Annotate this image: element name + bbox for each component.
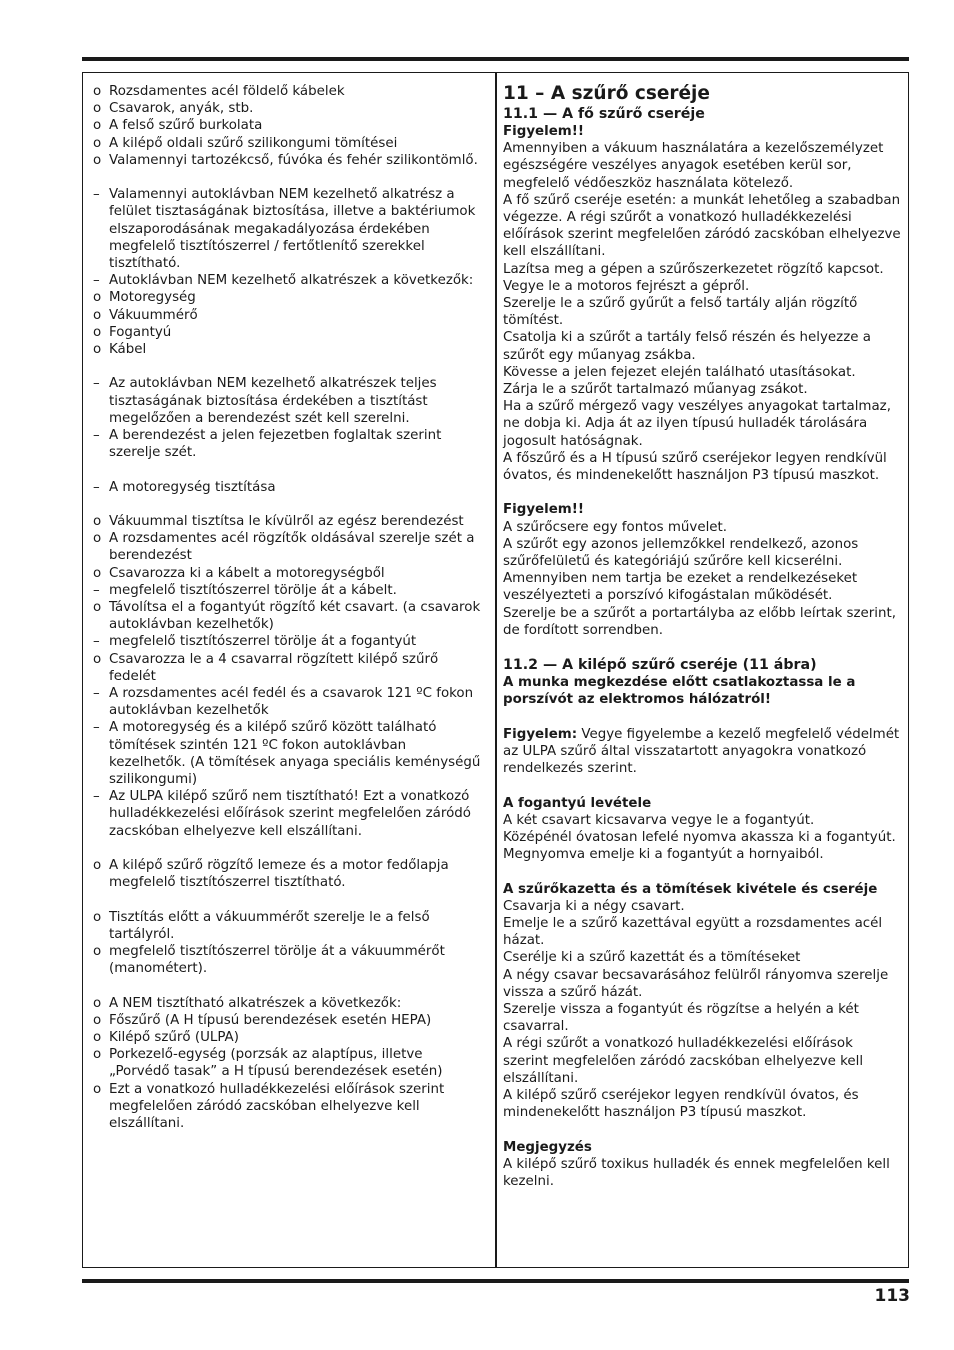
dash-marker: – (93, 686, 100, 702)
page-number: 113 (874, 1286, 910, 1306)
spacer (91, 461, 486, 478)
bottom-rule (82, 1279, 909, 1283)
list-item (91, 530, 486, 564)
list-item (91, 307, 486, 324)
list-item (91, 272, 486, 289)
list-item (91, 788, 486, 840)
list-item-text: A NEM tisztítható alkatrészek a következők: (109, 995, 402, 1011)
list-item-text: Ezt a vonatkozó hulladékkezelési előírások szerint megfelelően záródó zacskóban elhelyezve kell elszállítani. (109, 1081, 445, 1132)
paragraph: A főszűrő és a H típusú szűrő cseréjekor legyen rendkívül óvatos, és mindenekelőtt használjon P3 típusú maszkot. (503, 450, 887, 484)
left-column (91, 83, 486, 1132)
paragraph: A szűrőt egy azonos jellemzőkkel rendelkező, azonos szűrőfelületű és kategóriájú szűrőre kell kicserélni. (503, 536, 859, 570)
disconnect-notice: A munka megkezdése előtt csatlakoztassa le a porszívót az elektromos hálózatról! (503, 675, 856, 708)
bullet-marker: o (93, 101, 102, 117)
subheading: Megjegyzés (503, 1139, 592, 1155)
paragraph: A két csavart kicsavarva vegye le a fogantyút. (503, 812, 815, 828)
list-item (91, 633, 486, 650)
list-item (91, 479, 486, 496)
warning-label: Figyelem: (503, 726, 578, 742)
dash-marker: – (93, 187, 100, 203)
paragraph: A négy csavar becsavarásához felülről rányomva szerelje vissza a szűrő házát. (503, 967, 889, 1000)
list-item-text: Valamennyi tartozékcső, fúvóka és fehér szilikontömlő. (109, 152, 478, 168)
list-item (91, 83, 486, 100)
list-item-text: Valamennyi autoklávban NEM kezelhető alkatrész a felület tisztaságának biztosítása, illetve a baktériumok elszaporodásának megakadályozása érdekében megfelelő tisztítószerrel / fertőtlenítő szerekkel tisztítható. (109, 187, 476, 272)
dash-marker: – (93, 479, 100, 495)
dash-marker: – (93, 720, 100, 736)
list-item-text: A kilépő oldali szűrő szilikongumi tömítései (109, 135, 398, 151)
warning-text: Vegye figyelembe a kezelő megfelelő védelmét az ULPA szűrő által visszatartott anyagokra vonatkozó rendelkezés szerint. (503, 726, 900, 777)
list-item-text: A motoregység és a kilépő szűrő között található tömítések szintén 121 ºC fokon autoklávban kezelhetők. (A tömítések anyaga speciális keménységű szilikongumi) (109, 720, 481, 788)
list-item (91, 427, 486, 461)
list-item (91, 186, 486, 272)
list-item-text: Csavarozza le a 4 csavarral rögzített kilépő szűrő fedelét (109, 651, 439, 684)
list-item (91, 651, 486, 685)
paragraph: A kilépő szűrő toxikus hulladék és ennek megfelelően kell kezelni. (503, 1156, 890, 1190)
list-item (91, 995, 486, 1012)
bullet-marker: o (93, 600, 102, 616)
bullet-marker: o (93, 118, 102, 134)
list-item (91, 324, 486, 341)
list-item-text: megfelelő tisztítószerrel törölje át a vákuummérőt (manométert). (109, 944, 445, 977)
paragraph: A fő szűrő cseréje esetén: a munkát lehetőleg a szabadban végezze. A régi szűrőt a vonatkozó hulladékkezelési előírások szerint megfelelően záródó zacskóban elhelyezve kell elszállítani. (503, 192, 901, 260)
dash-marker: – (93, 376, 100, 392)
list-item-text: Kilépő szűrő (ULPA) (109, 1030, 239, 1046)
paragraph: Megnyomva emelje ki a fogantyút a hornyaiból. (503, 847, 824, 863)
spacer (91, 358, 486, 375)
list-item (91, 100, 486, 117)
bullet-marker: o (93, 858, 102, 874)
paragraph: A régi szűrőt a vonatkozó hulladékkezelési előírások szerint megfelelően záródó zacskóban elhelyezve kell elszállítani. (503, 1036, 864, 1086)
list-item-text: Fogantyú (109, 324, 172, 340)
list-item-text: Főszűrő (A H típusú berendezések esetén HEPA) (109, 1012, 432, 1028)
warning-label: Figyelem!! (503, 124, 584, 139)
list-item-text: A felső szűrő burkolata (109, 118, 263, 134)
bullet-marker: o (93, 531, 102, 547)
list-item-text: A kilépő szűrő rögzítő lemeze és a motor fedőlapja megfelelő tisztítószerrel tisztítható. (109, 858, 449, 891)
paragraph: Amennyiben nem tartja be ezeket a rendelkezéseket veszélyezteti a porszívó kifogástalan működését. (503, 571, 858, 604)
list-item-text: Vákuummal tisztítsa le kívülről az egész berendezést (109, 514, 464, 530)
spacer (91, 977, 486, 994)
top-rule (82, 57, 909, 61)
paragraph: A szűrőcsere egy fontos művelet. (503, 519, 728, 535)
paragraph: Cserélje ki a szűrő kazettát és a tömítéseket (503, 950, 801, 966)
bullet-marker: o (93, 651, 102, 667)
bullet-marker: o (93, 152, 102, 168)
paragraph: Kövesse a jelen fejezet elején található utasításokat. (503, 364, 856, 380)
list-item-text: Csavarozza ki a kábelt a motoregységből (109, 565, 385, 581)
list-item-text: Távolítsa el a fogantyút rögzítő két csavart. (a csavarok autoklávban kezelhetők) (109, 600, 481, 633)
bullet-marker: o (93, 514, 102, 530)
subheading: A fogantyú levétele (503, 795, 652, 811)
bullet-marker: o (93, 1047, 102, 1063)
paragraph: Szerelje be a szűrőt a portartályba az előbb leírtak szerint, de fordított sorrendben. (503, 605, 897, 638)
spacer (91, 891, 486, 908)
paragraph: Ha a szűrő mérgező vagy veszélyes anyagokat tartalmaz, ne dobja ki. Adja át az ilyen típusú hulladék tárolására jogosult hatóságnak. (503, 399, 891, 449)
list-item-text: Az ULPA kilépő szűrő nem tisztítható! Ezt a vonatkozó hulladékkezelési előírások szerint megfelelően záródó zacskóban elhelyezve kell elszállítani. (109, 789, 471, 839)
paragraph: Lazítsa meg a gépen a szűrőszerkezetet rögzítő kapcsot. (503, 261, 884, 277)
list-item (91, 152, 486, 169)
paragraph: Szerelje le a szűrő gyűrűt a felső tartály alján rögzítő tömítést. (503, 296, 858, 329)
list-item-text: megfelelő tisztítószerrel törölje át a kábelt. (109, 582, 397, 598)
dash-marker: – (93, 428, 100, 444)
list-item-text: A berendezést a jelen fejezetben foglaltak szerint szerelje szét. (109, 428, 442, 461)
bullet-marker: o (93, 324, 102, 340)
list-item-text: A rozsdamentes acél rögzítők oldásával szerelje szét a berendezést (109, 531, 475, 564)
bullet-marker: o (93, 1081, 102, 1097)
list-item-text: A rozsdamentes acél fedél és a csavarok 121 ºC fokon autoklávban kezelhetők (109, 686, 474, 719)
list-item-text: Vákuummérő (109, 307, 198, 323)
list-item (91, 857, 486, 891)
list-item-text: Autoklávban NEM kezelhető alkatrészek a következők: (109, 273, 474, 289)
list-item (91, 289, 486, 306)
bullet-marker: o (93, 565, 102, 581)
paragraph: Emelje le a szűrő kazettával együtt a rozsdamentes acél házat. (503, 916, 883, 949)
list-item (91, 599, 486, 633)
list-item (91, 1081, 486, 1133)
paragraph: Középénél óvatosan lefelé nyomva akassza ki a fogantyút. (503, 830, 896, 846)
paragraph: Csatolja ki a szűrőt a tartály felső részén és helyezze a szűrőt egy műanyag zsákba. (503, 330, 871, 363)
list-item (91, 719, 486, 788)
list-item (91, 565, 486, 582)
dash-marker: – (93, 634, 100, 650)
list-item-text: Motoregység (109, 290, 196, 306)
subheading: A szűrőkazetta és a tömítések kivétele és cseréje (503, 881, 878, 897)
paragraph: A kilépő szűrő cseréjekor legyen rendkívül óvatos, és mindenekelőtt használjon P3 típusú maszkot. (503, 1088, 859, 1121)
list-item (91, 135, 486, 152)
bullet-marker: o (93, 1012, 102, 1028)
list-item-text: Csavarok, anyák, stb. (109, 101, 254, 117)
bullet-marker: o (93, 290, 102, 306)
list-item-text: Kábel (109, 342, 147, 358)
list-item (91, 1012, 486, 1029)
list-item (91, 513, 486, 530)
dash-marker: – (93, 582, 100, 598)
spacer (91, 840, 486, 857)
bullet-marker: o (93, 135, 102, 151)
right-column (503, 83, 901, 1190)
paragraph: Csavarja ki a négy csavart. (503, 898, 685, 914)
bullet-marker: o (93, 909, 102, 925)
bullet-marker: o (93, 307, 102, 323)
subsection-title-11-1: 11.1 — A fő szűrő cseréje (503, 106, 705, 122)
list-item (91, 375, 486, 427)
subsection-title-11-2: 11.2 — A kilépő szűrő cseréje (11 ábra) (503, 657, 817, 674)
dash-marker: – (93, 273, 100, 289)
list-item (91, 117, 486, 134)
section-title: 11 – A szűrő cseréje (503, 83, 710, 104)
warning-paragraph (503, 726, 901, 778)
bullet-marker: o (93, 944, 102, 960)
dash-marker: – (93, 789, 100, 805)
list-item (91, 685, 486, 719)
list-item-text: Tisztítás előtt a vákuummérőt szerelje le a felső tartályról. (109, 909, 430, 942)
list-item (91, 582, 486, 599)
warning-label: Figyelem!! (503, 502, 584, 518)
paragraph: Szerelje vissza a fogantyút és rögzítse a helyén a két csavarral. (503, 1002, 859, 1035)
column-divider (495, 73, 497, 1267)
list-item (91, 909, 486, 943)
paragraph: Vegye le a motoros fejrészt a gépről. (503, 278, 750, 294)
list-item (91, 943, 486, 977)
bullet-marker: o (93, 1030, 102, 1046)
bullet-marker: o (93, 342, 102, 358)
bullet-marker: o (93, 995, 102, 1011)
spacer (91, 496, 486, 513)
paragraph: Zárja le a szűrőt tartalmazó műanyag zsákot. (503, 382, 808, 398)
list-item-text: megfelelő tisztítószerrel törölje át a fogantyút (109, 634, 417, 650)
list-item-text: Az autoklávban NEM kezelhető alkatrészek teljes tisztaságának biztosítása érdekében a tisztítást megelőzően a berendezést szét kell szerelni. (109, 376, 437, 426)
list-item (91, 1029, 486, 1046)
list-item-text: Rozsdamentes acél földelő kábelek (109, 84, 345, 99)
list-item-text: Porkezelő-egység (porzsák az alaptípus, illetve „Porvédő tasak” a H típusú berendezések esetén) (109, 1047, 443, 1080)
content-table (82, 72, 909, 1268)
spacer (91, 169, 486, 186)
list-item (91, 1046, 486, 1080)
list-item-text: A motoregység tisztítása (109, 479, 276, 495)
paragraph: Amennyiben a vákuum használatára a kezelőszemélyzet egészségére veszélyes anyagok esetében kerül sor, megfelelő védőeszköz használata kötelező. (503, 141, 884, 191)
bullet-marker: o (93, 84, 102, 99)
list-item (91, 341, 486, 358)
